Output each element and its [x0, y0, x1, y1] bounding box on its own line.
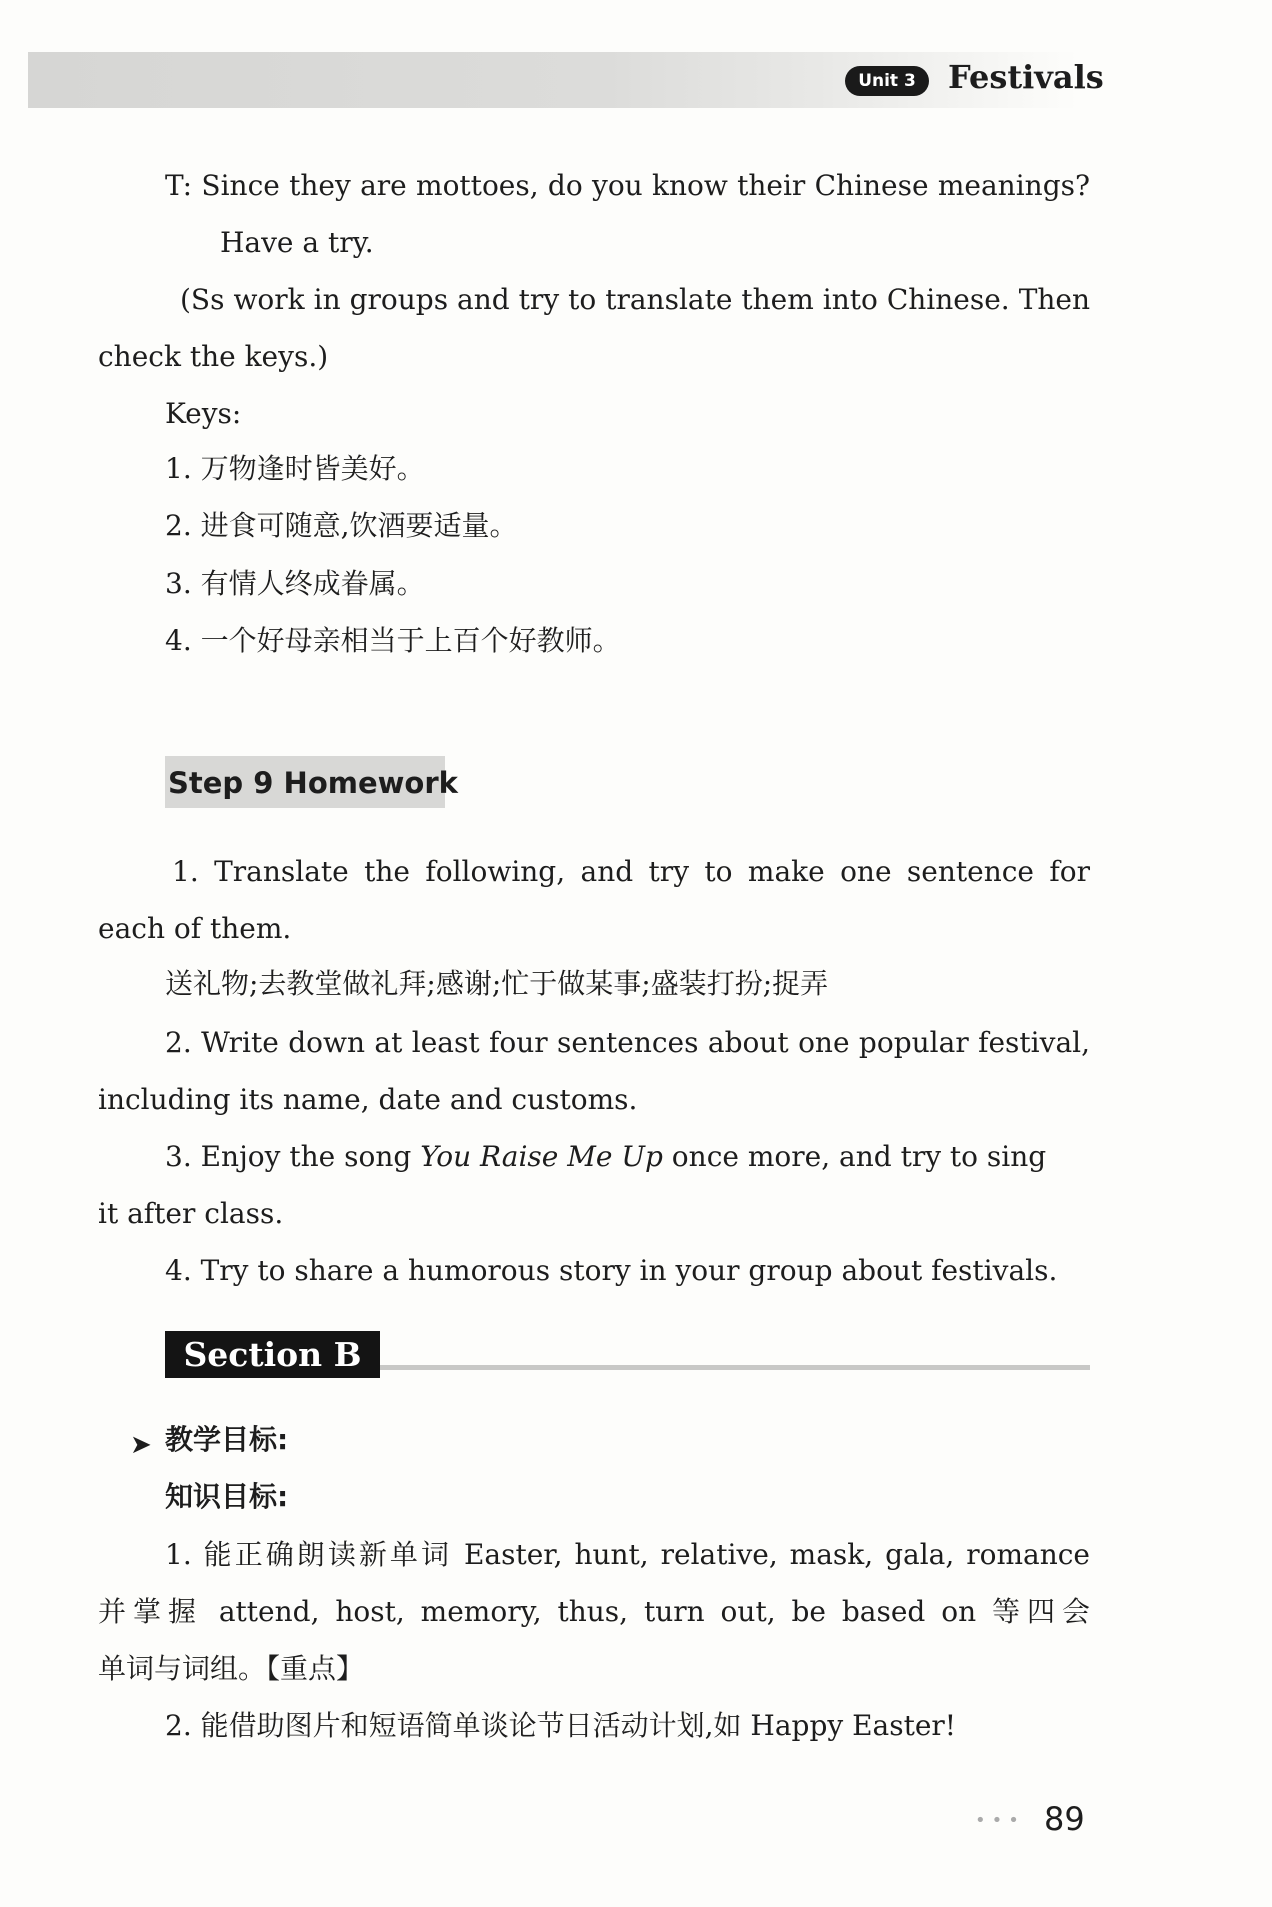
key-item-1: 1. 万物逢时皆美好。 — [165, 452, 425, 485]
page-dots: ••• — [975, 1810, 1025, 1831]
homework-item-2-line-2: including its name, date and customs. — [98, 1083, 638, 1116]
keys-label: Keys: — [165, 397, 242, 430]
homework-item-3-pre: 3. Enjoy the song — [165, 1140, 421, 1173]
instruction-line-2: check the keys.) — [98, 340, 329, 373]
homework-item-1-line-1: 1. Translate the following, and try to make one sentence for — [172, 855, 1090, 888]
goal-2: 2. 能借助图片和短语简单谈论节日活动计划,如 Happy Easter! — [165, 1709, 957, 1742]
page-number: 89 — [1044, 1800, 1085, 1838]
arrow-icon: ➤ — [130, 1430, 152, 1460]
teacher-line-2: Have a try. — [220, 226, 374, 259]
unit-title: Festivals — [948, 58, 1104, 96]
homework-item-4: 4. Try to share a humorous story in your group about festivals. — [165, 1254, 1058, 1287]
goal-1-line-2: 并掌握 attend, host, memory, thus, turn out, be based on 等四会 — [98, 1595, 1090, 1628]
goal-1-line-1: 1. 能正确朗读新单词 Easter, hunt, relative, mask, gala, romance — [165, 1538, 1090, 1571]
key-item-4: 4. 一个好母亲相当于上百个好教师。 — [165, 624, 621, 657]
teacher-line: T: Since they are mottoes, do you know their Chinese meanings? — [165, 169, 1090, 202]
homework-item-1-line-2: each of them. — [98, 912, 292, 945]
homework-item-3-line-1 — [165, 1140, 1090, 1173]
goal-1-line-3: 单词与词组。【重点】 — [98, 1652, 365, 1685]
song-title: You Raise Me Up — [420, 1140, 663, 1173]
key-item-3: 3. 有情人终成眷属。 — [165, 567, 425, 600]
key-item-2: 2. 进食可随意,饮酒要适量。 — [165, 509, 518, 542]
section-rule — [380, 1365, 1090, 1370]
instruction-line-1: (Ss work in groups and try to translate them into Chinese. Then — [180, 283, 1090, 316]
knowledge-label: 知识目标: — [165, 1480, 289, 1513]
homework-item-3-line-2: it after class. — [98, 1197, 284, 1230]
homework-item-3-post: once more, and try to sing — [662, 1140, 1047, 1173]
step-heading: Step 9 Homework — [168, 766, 458, 800]
homework-item-1-chinese: 送礼物;去教堂做礼拜;感谢;忙于做某事;盛装打扮;捉弄 — [165, 967, 829, 1000]
unit-badge: Unit 3 — [845, 66, 929, 96]
section-b-title: Section B — [165, 1331, 380, 1378]
goals-label: 教学目标: — [165, 1423, 289, 1456]
homework-item-2-line-1: 2. Write down at least four sentences about one popular festival, — [165, 1026, 1090, 1059]
